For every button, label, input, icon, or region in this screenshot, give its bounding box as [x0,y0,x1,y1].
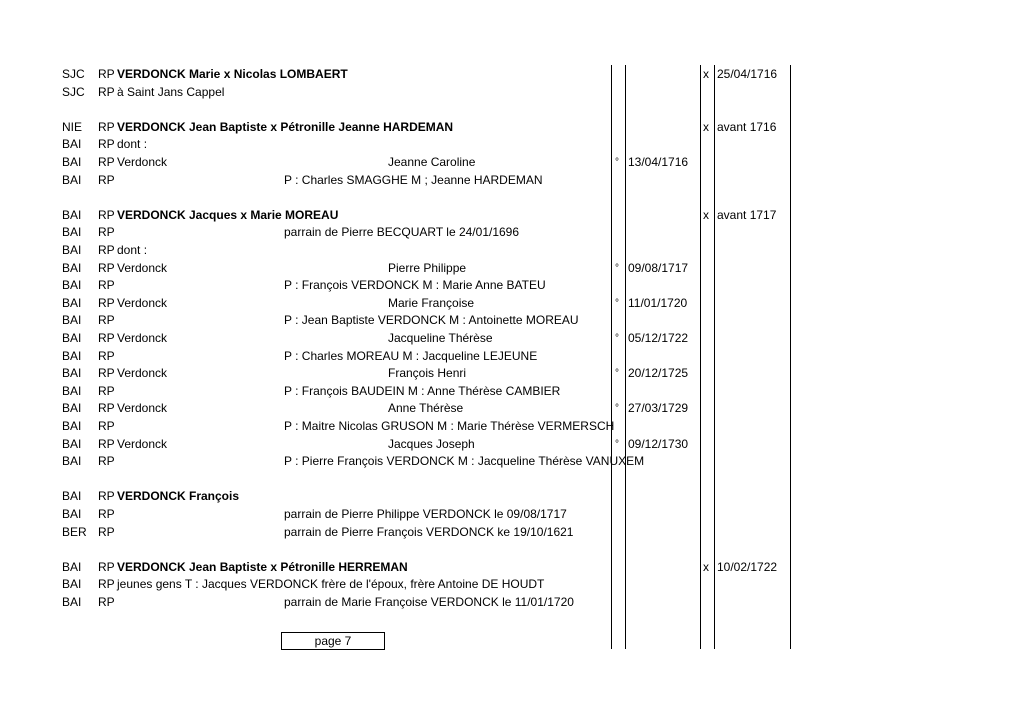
record-firstname: François Henri [388,366,467,381]
record-row [0,436,1024,453]
record-row [0,383,1024,400]
record-rp: RP [98,243,115,257]
record-code: BAI [62,260,82,275]
record-rp: RP [98,454,115,469]
birth-date: 05/12/1722 [628,331,689,345]
record-firstname: Jacques Joseph [388,436,475,451]
record-rp: RP [98,119,115,134]
record-code: BAI [62,313,82,328]
birth-marker: ° [615,262,619,274]
record-text: dont : [117,137,148,152]
record-code: BAI [62,278,82,293]
marriage-date: 25/04/1716 [717,67,778,81]
record-code: BER [62,524,87,539]
record-godparents: P : François BAUDEIN M : Anne Thérèse CAMBIER [284,383,561,398]
record-code: BAI [62,155,82,169]
blank-row [0,471,1024,488]
record-firstname: Jacqueline Thérèse [388,331,493,345]
record-row [0,66,1024,83]
record-row [0,506,1024,523]
record-text: VERDONCK François [117,489,240,504]
record-row [0,348,1024,365]
marriage-marker: x [703,119,709,134]
record-row [0,242,1024,259]
record-code: BAI [62,559,82,574]
record-row [0,260,1024,277]
record-code: BAI [62,507,82,521]
record-rp: RP [98,67,115,81]
record-text: dont : [117,243,148,257]
record-godparents: P : Pierre François VERDONCK M : Jacqueline Thérèse VANUXEM [284,454,645,469]
birth-marker: ° [615,157,619,168]
record-row [0,400,1024,417]
birth-marker: ° [615,403,619,415]
record-godparents: parrain de Pierre BECQUART le 24/01/1696 [284,225,520,240]
record-row [0,453,1024,470]
record-text: Verdonck [117,331,168,345]
record-firstname: Jeanne Caroline [388,155,476,169]
record-text: Verdonck [117,295,168,310]
record-godparents: parrain de Pierre Philippe VERDONCK le 09/08/1717 [284,507,567,521]
record-godparents: P : Charles MOREAU M : Jacqueline LEJEUNE [284,348,538,363]
birth-date: 11/01/1720 [628,295,688,310]
record-code: BAI [62,436,82,451]
record-text: VERDONCK Jean Baptiste x Pétronille Jeanne HARDEMAN [117,119,454,134]
record-rp: RP [98,595,115,609]
record-row [0,84,1024,101]
record-rp: RP [98,507,115,521]
record-rp: RP [98,84,115,99]
record-rp: RP [98,155,115,169]
marriage-marker: x [703,207,709,222]
record-row [0,312,1024,329]
record-text: VERDONCK Marie x Nicolas LOMBAERT [117,67,348,81]
record-text: VERDONCK Jacques x Marie MOREAU [117,207,339,222]
record-rp: RP [98,313,115,328]
birth-marker: ° [615,438,619,450]
record-godparents: P : François VERDONCK M : Marie Anne BATEU [284,278,546,293]
record-code: BAI [62,577,82,592]
record-rp: RP [98,577,115,592]
record-rp: RP [98,260,115,275]
record-row [0,488,1024,505]
birth-date: 20/12/1725 [628,366,689,381]
record-godparents: P : Charles SMAGGHE M ; Jeanne HARDEMAN [284,172,543,187]
record-code: BAI [62,595,82,609]
record-text: VERDONCK Jean Baptiste x Pétronille HERREMAN [117,559,408,574]
record-code: BAI [62,137,82,152]
record-row [0,277,1024,294]
record-row [0,594,1024,611]
record-rp: RP [98,419,115,433]
record-rp: RP [98,559,115,574]
record-rp: RP [98,524,115,539]
record-code: BAI [62,243,82,257]
record-rp: RP [98,401,115,416]
record-firstname: Pierre Philippe [388,260,467,275]
record-rp: RP [98,348,115,363]
record-row [0,119,1024,136]
record-rp: RP [98,366,115,381]
record-row [0,330,1024,347]
marriage-date: avant 1716 [717,119,777,134]
record-row [0,365,1024,382]
record-firstname: Anne Thérèse [388,401,464,416]
record-row [0,418,1024,435]
record-code: BAI [62,172,82,187]
marriage-date: avant 1717 [717,207,777,222]
marriage-marker: x [703,67,709,81]
blank-row [0,189,1024,206]
record-godparents: parrain de Pierre François VERDONCK ke 19/10/1621 [284,524,574,539]
record-rp: RP [98,225,115,240]
record-rp: RP [98,436,115,451]
record-row [0,172,1024,189]
record-code: BAI [62,419,82,433]
record-text: à Saint Jans Cappel [117,84,225,99]
record-rp: RP [98,383,115,398]
record-rp: RP [98,295,115,310]
birth-marker: ° [615,297,619,309]
record-godparents: P : Jean Baptiste VERDONCK M : Antoinette MOREAU [284,313,579,328]
birth-marker: ° [615,333,619,344]
blank-row [0,101,1024,118]
record-code: SJC [62,67,85,81]
record-code: BAI [62,331,82,345]
record-rp: RP [98,172,115,187]
record-rp: RP [98,207,115,222]
record-text: Verdonck [117,401,168,416]
record-row [0,559,1024,576]
page-number: page 7 [281,632,385,650]
record-row [0,576,1024,593]
record-rp: RP [98,489,115,504]
birth-date: 09/12/1730 [628,436,689,451]
record-code: SJC [62,84,85,99]
birth-marker: ° [615,368,619,380]
record-rp: RP [98,331,115,345]
marriage-date: 10/02/1722 [717,559,778,574]
record-godparents: parrain de Marie Françoise VERDONCK le 11/01/1720 [284,595,574,609]
birth-date: 27/03/1729 [628,401,689,416]
record-row [0,295,1024,312]
record-code: BAI [62,454,82,469]
record-code: BAI [62,225,82,240]
record-firstname: Marie Françoise [388,295,475,310]
record-text: jeunes gens T : Jacques VERDONCK frère de l'époux, frère Antoine DE HOUDT [117,577,545,592]
record-code: BAI [62,207,82,222]
record-row [0,224,1024,241]
record-text: Verdonck [117,155,168,169]
record-row [0,524,1024,541]
record-code: BAI [62,489,82,504]
record-code: BAI [62,295,82,310]
birth-date: 09/08/1717 [628,260,689,275]
record-row [0,207,1024,224]
record-row [0,154,1024,171]
record-rp: RP [98,278,115,293]
record-godparents: P : Maitre Nicolas GRUSON M : Marie Thérèse VERMERSCH [284,419,615,433]
record-text: Verdonck [117,436,168,451]
record-text: Verdonck [117,260,168,275]
record-code: BAI [62,383,82,398]
record-rp: RP [98,137,115,152]
record-code: NIE [62,119,83,134]
record-text: Verdonck [117,366,168,381]
blank-row [0,541,1024,558]
record-code: BAI [62,348,82,363]
marriage-marker: x [703,559,709,574]
record-row [0,136,1024,153]
record-code: BAI [62,366,82,381]
record-code: BAI [62,401,82,416]
birth-date: 13/04/1716 [628,155,689,169]
